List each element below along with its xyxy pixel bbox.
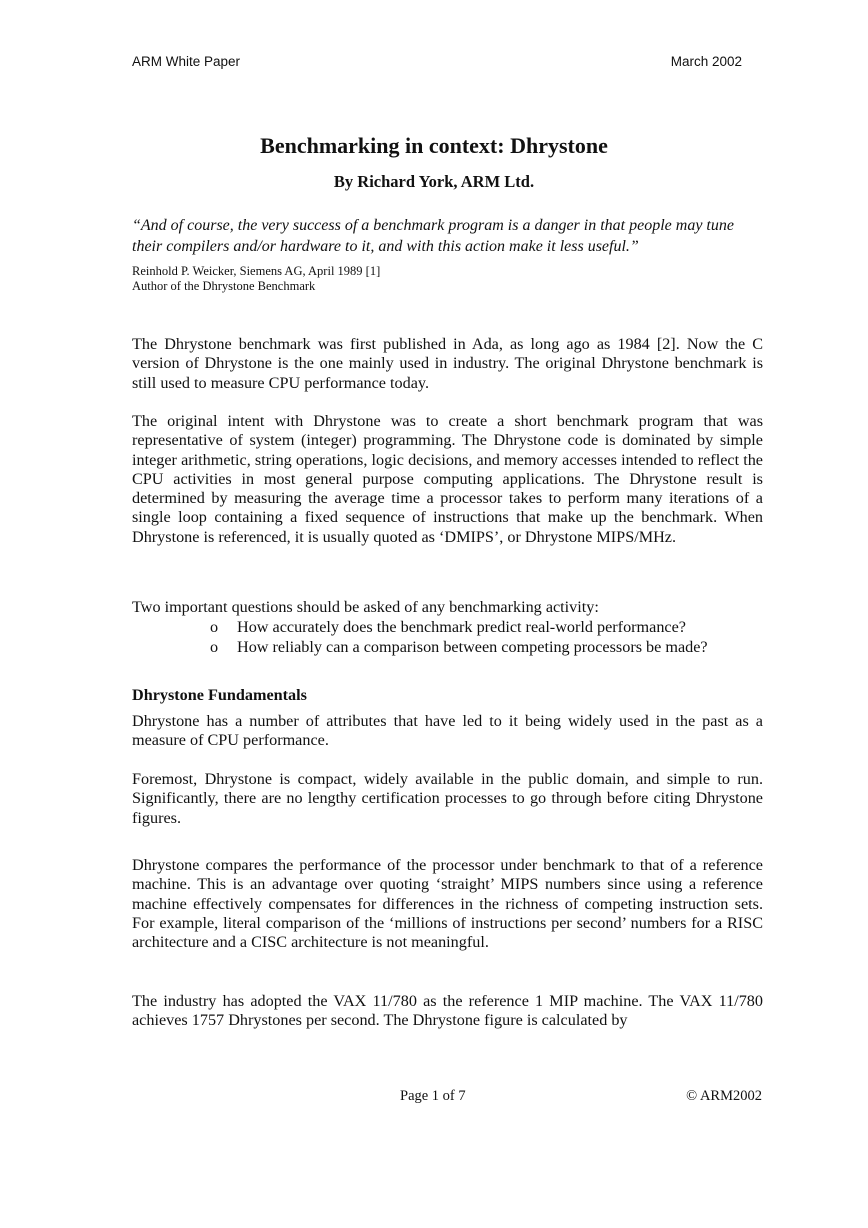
- header-date: March 2002: [670, 54, 742, 69]
- question-list: [210, 618, 708, 657]
- list-item: [210, 638, 708, 658]
- bullet-marker: o: [210, 618, 219, 636]
- paragraph-compact: Foremost, Dhrystone is compact, widely available in the public domain, and simple to run. Significantly, there are no lengthy certification processes to go through before citing Dhrystone figures.: [132, 770, 763, 827]
- paragraph-vax: The industry has adopted the VAX 11/780 as the reference 1 MIP machine. The VAX 11/780 achieves 1757 Dhrystones per second. The Dhrystone figure is calculated by: [132, 992, 763, 1030]
- paragraph-attributes: Dhrystone has a number of attributes that have led to it being widely used in the past as a measure of CPU performance.: [132, 712, 763, 750]
- paragraph-intro: The Dhrystone benchmark was first published in Ada, as long ago as 1984 [2]. Now the C version of Dhrystone is the one mainly used in industry. The original Dhrystone benchmark is still used to measure CPU performance today.: [132, 335, 763, 392]
- attribution-role: Author of the Dhrystone Benchmark: [132, 279, 316, 293]
- bullet-marker: o: [210, 637, 219, 656]
- list-item-text: How accurately does the benchmark predict real-world performance?: [237, 618, 686, 636]
- epigraph-quote: “And of course, the very success of a benchmark program is a danger in that people may tune their compilers and/or hardware to it, and with this action make it less useful.”: [132, 217, 734, 255]
- document-title: Benchmarking in context: Dhrystone: [260, 133, 608, 158]
- header-left: ARM White Paper: [132, 54, 241, 69]
- quote-attribution: [132, 264, 380, 294]
- paragraph-reference: Dhrystone compares the performance of the processor under benchmark to that of a reference machine. This is an advantage over quoting ‘straight’ MIPS numbers since using a reference machine effectively compensates for differences in the richness of competing instruction sets. For example, literal comparison of the ‘millions of instructions per second’ numbers for a RISC architecture and a CISC architecture is not meaningful.: [132, 856, 763, 952]
- attribution-source: Reinhold P. Weicker, Siemens AG, April 1989 [1]: [132, 264, 381, 278]
- paragraph-intent: The original intent with Dhrystone was to create a short benchmark program that was representative of system (integer) programming. The Dhrystone code is dominated by simple integer arithmetic, string operations, logic decisions, and memory accesses intended to reflect the CPU activities in most general purpose computing applications. The Dhrystone result is determined by measuring the average time a processor takes to perform many iterations of a single loop containing a fixed sequence of instructions that make up the benchmark. When Dhrystone is referenced, it is usually quoted as ‘DMIPS’, or Dhrystone MIPS/MHz.: [132, 412, 763, 546]
- section-heading: Dhrystone Fundamentals: [132, 686, 307, 704]
- author-byline: By Richard York, ARM Ltd.: [333, 172, 535, 191]
- list-item: [210, 618, 708, 638]
- copyright-notice: © ARM2002: [686, 1088, 762, 1104]
- list-item-text: How reliably can a comparison between competing processors be made?: [237, 637, 708, 656]
- paragraph-questions: Two important questions should be asked of any benchmarking activity:: [132, 598, 599, 616]
- page-number: Page 1 of 7: [400, 1088, 466, 1104]
